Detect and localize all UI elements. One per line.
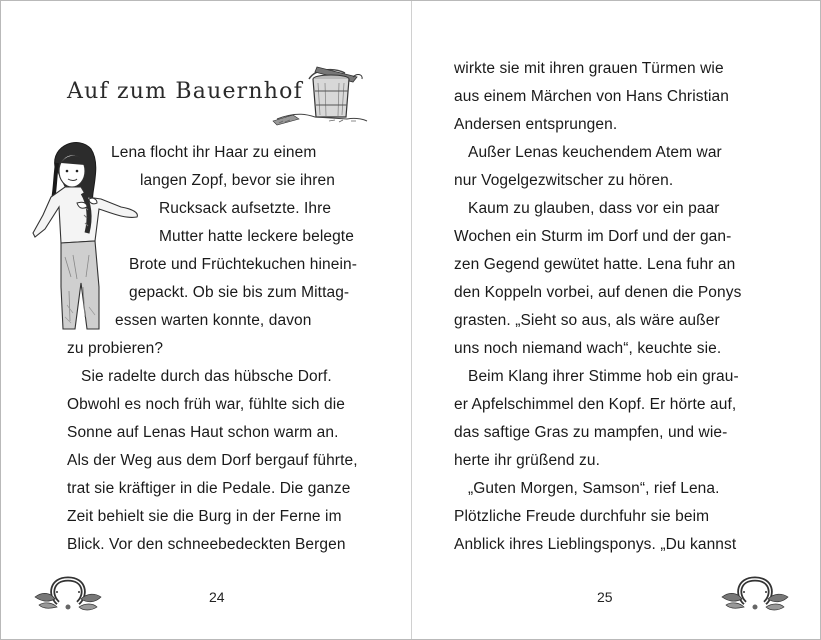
text-line: aus einem Märchen von Hans Christian bbox=[454, 88, 729, 105]
text-line: Rucksack aufsetzte. Ihre bbox=[159, 200, 332, 217]
text-line: Wochen ein Sturm im Dorf und der gan- bbox=[454, 228, 732, 245]
text-line: das saftige Gras zu mampfen, und wie- bbox=[454, 424, 728, 441]
text-line: langen Zopf, bevor sie ihren bbox=[140, 172, 335, 189]
horseshoe-ornament-icon bbox=[33, 573, 103, 613]
text-line: Mutter hatte leckere belegte bbox=[159, 228, 354, 245]
horseshoe-ornament-icon bbox=[720, 573, 790, 613]
text-line: Lena flocht ihr Haar zu einem bbox=[111, 144, 317, 161]
text-line: Obwohl es noch früh war, fühlte sich die bbox=[67, 396, 345, 413]
text-line: „Guten Morgen, Samson“, rief Lena. bbox=[468, 480, 720, 497]
chapter-title: Auf zum Bauernhof bbox=[67, 79, 303, 104]
text-line: Sie radelte durch das hübsche Dorf. bbox=[81, 368, 332, 385]
text-line: Andersen entsprungen. bbox=[454, 116, 618, 133]
bucket-illustration-icon bbox=[269, 59, 369, 127]
text-line: Zeit behielt sie die Burg in der Ferne im bbox=[67, 508, 342, 525]
text-line: gepackt. Ob sie bis zum Mittag- bbox=[129, 284, 350, 301]
text-line: wirkte sie mit ihren grauen Türmen wie bbox=[454, 60, 724, 77]
text-line: Sonne auf Lenas Haut schon warm an. bbox=[67, 424, 339, 441]
text-line: Anblick ihres Lieblingsponys. „Du kannst bbox=[454, 536, 737, 553]
girl-braiding-hair-illustration bbox=[25, 137, 147, 333]
text-line: essen warten konnte, davon bbox=[115, 312, 312, 329]
text-line: Außer Lenas keuchendem Atem war bbox=[468, 144, 722, 161]
text-line: Blick. Vor den schneebedeckten Bergen bbox=[67, 536, 346, 553]
page-number: 25 bbox=[597, 589, 613, 605]
left-page bbox=[1, 1, 411, 639]
text-line: Kaum zu glauben, dass vor ein paar bbox=[468, 200, 720, 217]
text-line: zu probieren? bbox=[67, 340, 164, 357]
text-line: Brote und Früchtekuchen hinein- bbox=[129, 256, 357, 273]
text-line: zen Gegend gewütet hatte. Lena fuhr an bbox=[454, 256, 736, 273]
text-line: Als der Weg aus dem Dorf bergauf führte, bbox=[67, 452, 358, 469]
text-line: Beim Klang ihrer Stimme hob ein grau- bbox=[468, 368, 739, 385]
page-number: 24 bbox=[209, 589, 225, 605]
text-line: grasten. „Sieht so aus, als wäre außer bbox=[454, 312, 720, 329]
text-line: Plötzliche Freude durchfuhr sie beim bbox=[454, 508, 710, 525]
right-page bbox=[412, 1, 820, 639]
text-line: er Apfelschimmel den Kopf. Er hörte auf, bbox=[454, 396, 737, 413]
text-line: uns noch niemand wach“, keuchte sie. bbox=[454, 340, 722, 357]
text-line: herte ihr grüßend zu. bbox=[454, 452, 600, 469]
text-line: den Koppeln vorbei, auf denen die Ponys bbox=[454, 284, 742, 301]
text-line: nur Vogelgezwitscher zu hören. bbox=[454, 172, 674, 189]
text-line: trat sie kräftiger in die Pedale. Die ganze bbox=[67, 480, 351, 497]
